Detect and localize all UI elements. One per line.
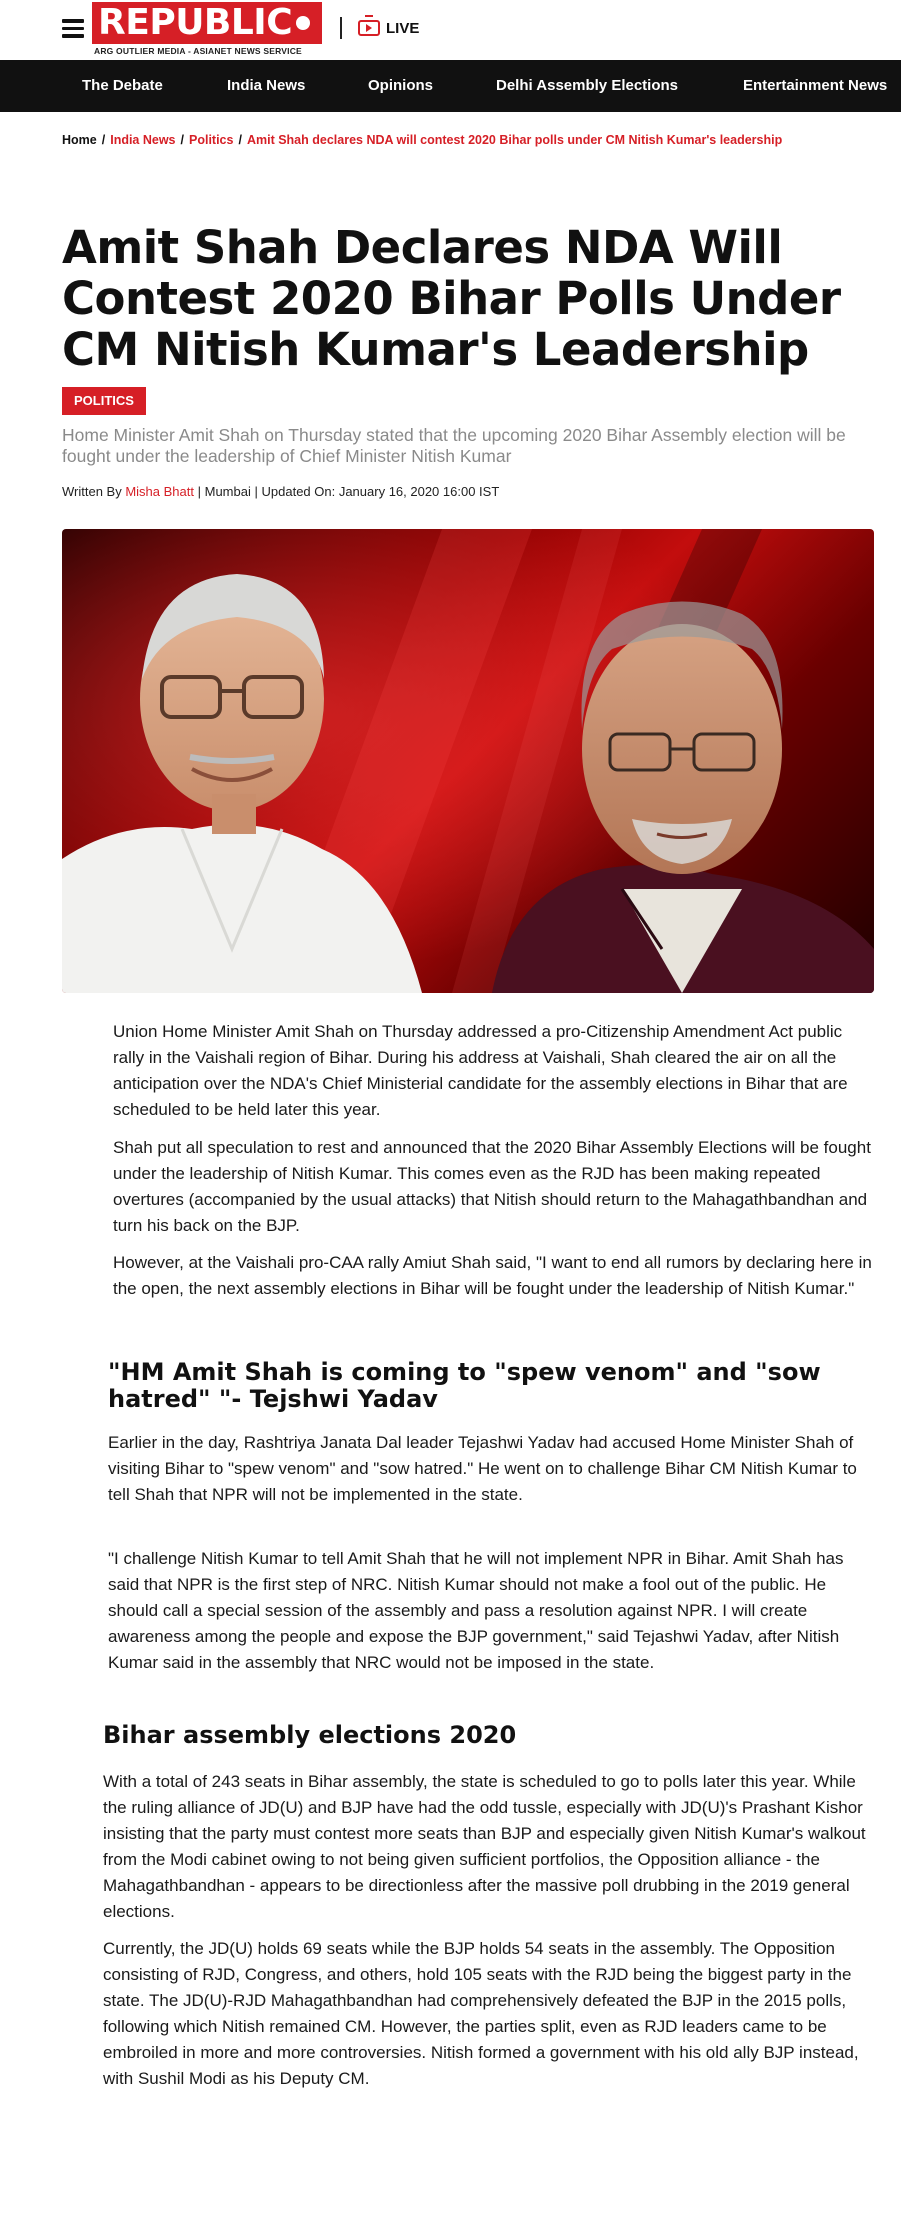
byline-written-by: Written By xyxy=(62,484,122,499)
nav-item-entertainment-news[interactable]: Entertainment News xyxy=(743,77,888,94)
byline-updated: Updated On: January 16, 2020 16:00 IST xyxy=(261,484,500,499)
title-line: Contest 2020 Bihar Polls Under xyxy=(62,272,841,325)
site-logo[interactable] xyxy=(92,2,322,58)
section-heading-tejashwi: "HM Amit Shah is coming to "spew venom" and "sow hatred" "- Tejshwi Yadav xyxy=(108,1358,821,1413)
header-divider xyxy=(340,17,342,39)
section-heading-bihar-elections: Bihar assembly elections 2020 xyxy=(103,1721,517,1749)
category-badge[interactable]: POLITICS xyxy=(62,387,146,415)
article-paragraph: Union Home Minister Amit Shah on Thursday addressed a pro-Citizenship Amendment Act public rally in the Vaishali region of Bihar. During his address at Vaishali, Shah cleared the air on all the anticipation over the NDA's Chief Ministerial candidate for the assembly elections in Bihar that are scheduled to be held later this year. xyxy=(113,1022,848,1119)
breadcrumb-separator: / xyxy=(101,133,106,147)
live-label: LIVE xyxy=(386,19,420,37)
logo-tagline: ARG OUTLIER MEDIA - ASIANET NEWS SERVICE xyxy=(94,46,302,56)
nav-item-delhi-assembly-elections[interactable]: Delhi Assembly Elections xyxy=(496,77,679,94)
article-summary: Home Minister Amit Shah on Thursday stated that the upcoming 2020 Bihar Assembly election will be fought under the leadership of Chief Minister Nitish Kumar xyxy=(62,425,846,466)
breadcrumb-current: Amit Shah declares NDA will contest 2020 Bihar polls under CM Nitish Kumar's leadership xyxy=(246,133,783,147)
byline-location: Mumbai xyxy=(204,484,251,499)
hero-illustration xyxy=(62,529,874,993)
article-paragraph: Currently, the JD(U) holds 69 seats while the BJP holds 54 seats in the assembly. The Opposition consisting of RJD, Congress, and others, hold 105 seats with the RJD being the biggest party in the state. The JD(U)-RJD Mahagathbandhan had comprehensively defeated the BJP in the 2015 polls, following which Nitish remained CM. However, the parties split, even as RJD leaders came to be embroiled in more and more controversies. Nitish formed a government with his old ally BJP instead, with Sushil Modi as his Deputy CM. xyxy=(103,1939,859,2088)
logo-wordmark: REPUBLIC xyxy=(92,2,322,44)
breadcrumb-india-news[interactable]: India News xyxy=(110,133,176,147)
byline-sep: | xyxy=(254,484,262,499)
article-paragraph: With a total of 243 seats in Bihar assembly, the state is scheduled to go to polls later this year. While the ruling alliance of JD(U) and BJP have had the odd tussle, especially with JD(U)'s Prashant Kishor insisting that the party must contest more seats than BJP and especially given Nitish Kumar's walkout from the Modi cabinet owing to not being given sufficient portfolios, the Opposition alliance - the Mahagathbandhan - appears to be directionless after the massive poll drubbing in the 2019 general elections. xyxy=(103,1772,866,1921)
author-link[interactable]: Misha Bhatt xyxy=(125,484,194,499)
breadcrumb-politics[interactable]: Politics xyxy=(189,133,234,147)
hero-image xyxy=(62,529,874,993)
site-header xyxy=(0,0,901,60)
article-paragraph: "I challenge Nitish Kumar to tell Amit Shah that he will not implement NPR in Bihar. Amit Shah has said that NPR is the first step of NRC. Nitish Kumar should not make a fool out of the public. He should call a special session of the assembly and pass a resolution against NPR. I will create awareness among the people and expose the BJP government," said Tejashwi Yadav, after Nitish Kumar said in the assembly that NRC would not be imposed in the state. xyxy=(108,1549,844,1672)
breadcrumb-home[interactable]: Home xyxy=(62,133,97,147)
main-nav xyxy=(0,60,901,112)
live-button[interactable] xyxy=(358,16,419,40)
logo-dot xyxy=(296,16,310,30)
nav-item-the-debate[interactable]: The Debate xyxy=(82,77,163,94)
article-paragraph: Shah put all speculation to rest and announced that the 2020 Bihar Assembly Elections will be fought under the leadership of Nitish Kumar. This comes even as the RJD has been making repeated overtures (accompanied by the usual attacks) that Nitish should return to the Mahagathbandhan and turn his back on the BJP. xyxy=(113,1138,871,1235)
article-paragraph: However, at the Vaishali pro-CAA rally Amiut Shah said, "I want to end all rumors by declaring here in the open, the next assembly elections in Bihar will be fought under the leadership of Nitish Kumar." xyxy=(113,1253,872,1298)
hamburger-menu-icon[interactable] xyxy=(62,19,84,37)
nav-item-opinions[interactable]: Opinions xyxy=(368,77,433,94)
nav-item-india-news[interactable]: India News xyxy=(227,77,306,94)
article-title xyxy=(62,222,862,375)
title-line: Amit Shah Declares NDA Will xyxy=(62,221,783,274)
article-paragraph: Earlier in the day, Rashtriya Janata Dal leader Tejashwi Yadav had accused Home Minister Shah of visiting Bihar to "spew venom" and "sow hatred." He went on to challenge Bihar CM Nitish Kumar to tell Shah that NPR will not be implemented in the state. xyxy=(108,1433,857,1504)
article-byline xyxy=(62,484,499,499)
breadcrumb-separator: / xyxy=(238,133,242,147)
title-line: CM Nitish Kumar's Leadership xyxy=(62,323,809,376)
breadcrumb xyxy=(62,133,782,147)
byline-sep: | xyxy=(197,484,205,499)
breadcrumb-separator: / xyxy=(180,133,184,147)
tv-play-icon xyxy=(358,20,380,36)
